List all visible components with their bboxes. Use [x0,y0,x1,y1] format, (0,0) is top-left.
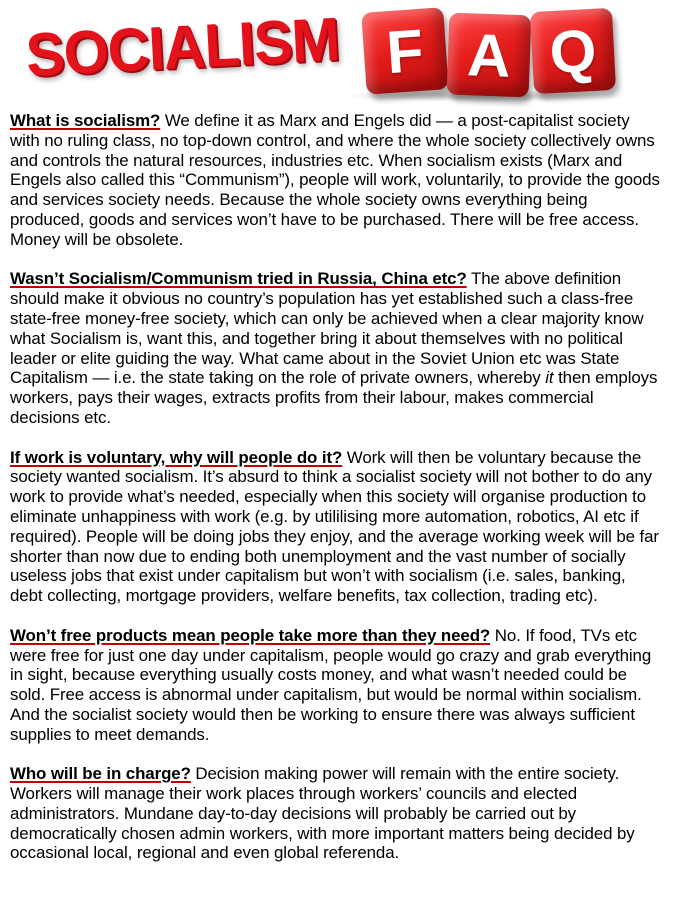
faq-answer: Decision making power will remain with the entire society. Workers will manage their work places through workers’ councils and elected administrators. Mundane day-to-day decisions will probably be carried out by democratically chosen admin workers, with more important matters being decided by occasional local, regional and even global referenda. [10,764,635,863]
faq-question: Won’t free products mean people take more than they need? [10,625,491,645]
cube-a [447,13,532,98]
faq-question: If work is voluntary, why will people do it? [10,447,343,467]
socialism-title: SOCIALISM [24,5,341,90]
cube-f [361,7,449,95]
cube-letter-a: A [466,20,512,90]
faq-item-voluntary-work [10,448,660,606]
faq-answer: We define it as Marx and Engels did — a post-capitalist society with no ruling class, no top-down control, and where the whole society collectively owns and controls the natural resources, industries etc. When socialism exists (Marx and Engels also called this “Communism”), people will work, voluntarily, to provide the goods and services society needs. Because the whole society owns everything being produced, goods and services won’t have to be purchased. There will be free access. Money will be obsolete. [10,111,660,249]
faq-answer: The above definition should make it obvious no country’s population has yet established such a class-free state-free money-free society, which can only be achieved when a clear majority know what Socialism is, want this, and together bring it about themselves with no political leader or elite guiding the way. What came about in the Soviet Union etc was State Capitalism — i.e. the state taking on the role of private owners, whereby [10,269,644,388]
cube-letter-q: Q [547,16,599,86]
faq-answer-emphasis: it [545,368,554,388]
faq-list [10,111,660,883]
faq-item-who-in-charge [10,764,660,863]
faq-item-what-is-socialism [10,111,660,250]
header-banner [0,0,675,108]
faq-item-free-products [10,626,660,745]
faq-question: What is socialism? [10,111,161,130]
faq-question: Wasn’t Socialism/Communism tried in Russia, China etc? [10,269,467,289]
faq-answer: Work will then be voluntary because the society wanted socialism. It’s absurd to think a socialist society will not bother to do any work to provide what’s needed, especially when this society will organise production to eliminate unhappiness with work (e.g. by utililising more automation, robotics, AI etc if required). People will be doing jobs they enjoy, and the average working week will be far shorter than now due to ending both unemployment and the vast number of socially useless jobs that exist under capitalism but won’t with socialism (i.e. sales, banking, debt collecting, mortgage providers, welfare benefits, tax collection, trading etc). [10,447,659,606]
faq-answer-continued: then employs workers, pays their wages, extracts profits from their labour, makes commercial decisions etc. [10,368,658,427]
faq-question: Who will be in charge? [10,764,191,784]
cube-q [530,8,616,94]
cube-letter-f: F [384,16,426,86]
faq-item-tried-in-russia [10,269,660,427]
faq-answer: No. If food, TVs etc were free for just one day under capitalism, people would go crazy and grab everything in sight, because everything usually costs money, and what wasn’t needed could be sold. Free access is abnormal under capitalism, but would be normal within socialism. And the socialist society would then be working to ensure there was always sufficient supplies to meet demands. [10,625,652,744]
